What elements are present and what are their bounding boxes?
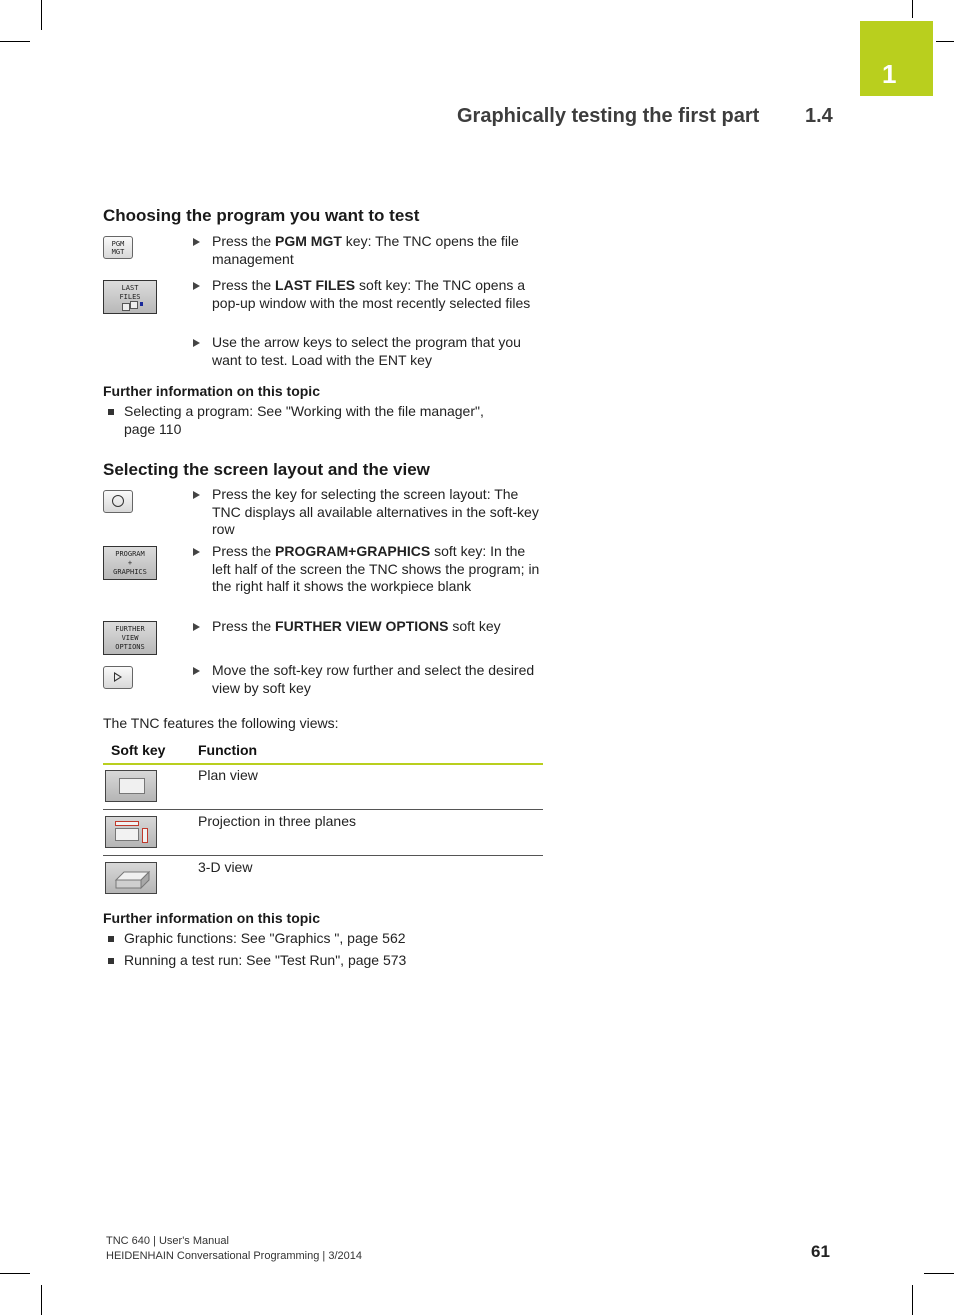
step-text: Use the arrow keys to select the program that you want to test. Load with the ENT key [212,334,521,368]
pgm-mgt-key-icon [103,236,133,259]
softkey-label: FURTHER [115,625,145,633]
table-row-divider [103,855,543,856]
crop-mark [41,1285,42,1315]
plan-view-softkey-icon [105,770,157,802]
bullet-icon [108,409,114,415]
crop-mark [0,1273,30,1274]
table-header-softkey: Soft key [111,742,166,758]
file-icon [130,301,138,309]
screen-layout-key-icon [103,490,133,513]
table-cell-function: 3-D view [198,859,253,875]
header-section-number: 1.4 [805,105,833,127]
softkey-label: FILES [119,293,141,301]
arrow-icon [193,282,200,290]
last-files-softkey-icon [103,280,157,314]
step-text: Move the soft-key row further and select the desired view by soft key [212,662,535,696]
further-info-item: Running a test run: See "Test Run", page 573 [124,952,407,968]
softkey-label: PROGRAM [115,550,145,558]
table-row-divider [103,809,543,810]
key-name: FURTHER VIEW OPTIONS [275,618,449,634]
next-softkey-row-key-icon [103,666,133,689]
softkey-label: + [127,559,133,567]
key-name: PROGRAM+GRAPHICS [275,543,431,559]
plan-rectangle-icon [119,778,145,794]
crop-mark [912,0,913,18]
bullet-icon [108,958,114,964]
arrow-icon [193,548,200,556]
section-title-choosing-program: Choosing the program you want to test [103,206,420,225]
crop-mark [924,1273,954,1274]
views-intro-text: The TNC features the following views: [103,715,339,731]
three-planes-softkey-icon [105,816,157,848]
bullet-icon [108,936,114,942]
crop-mark [0,41,30,42]
program-graphics-softkey-icon [103,546,157,580]
step-text: Press the key for selecting the screen layout: The TNC displays all available alternatives in the soft-key row [212,486,539,538]
softkey-label: GRAPHICS [113,568,147,576]
table-header-function: Function [198,742,258,758]
arrow-icon [193,491,200,499]
chapter-number: 1 [882,59,897,89]
layout-circle-icon [112,495,124,507]
softkey-label: VIEW [121,634,139,642]
crop-mark [936,41,954,42]
further-info-item: Selecting a program: See "Working with the file manager", page 110 [124,403,484,437]
3d-box-icon [106,863,156,893]
crop-mark [41,0,42,30]
header-title: Graphically testing the first part [457,105,760,127]
arrow-icon [193,623,200,631]
section-title-screen-layout: Selecting the screen layout and the view [103,460,430,479]
arrow-icon [193,238,200,246]
step-text: Press the FURTHER VIEW OPTIONS soft key [212,618,501,634]
table-header-rule [103,763,543,765]
step-text: Press the PGM MGT key: The TNC opens the file management [212,233,519,267]
chapter-tab [860,21,933,96]
further-info-title: Further information on this topic [103,383,320,399]
footer-publisher-line: HEIDENHAIN Conversational Programming | 3/2014 [106,1250,362,1262]
footer-manual-title: TNC 640 | User's Manual [106,1235,229,1247]
arrow-icon [193,339,200,347]
file-icon [122,303,130,311]
step-text: Press the PROGRAM+GRAPHICS soft key: In the left half of the screen the TNC shows the program; in the right half it shows the workpiece blank [212,543,540,595]
page-number: 61 [811,1242,830,1261]
table-cell-function: Projection in three planes [198,813,356,829]
crop-mark [912,1285,913,1315]
softkey-label: OPTIONS [115,643,145,651]
cursor-icon [140,302,143,306]
further-info-item: Graphic functions: See "Graphics ", page 562 [124,930,406,946]
arrow-icon [193,667,200,675]
key-name: PGM MGT [275,233,342,249]
table-cell-function: Plan view [198,767,258,783]
key-label: MGT [111,248,125,256]
softkey-label: LAST [121,284,139,292]
key-label: PGM [111,240,125,248]
further-info-title: Further information on this topic [103,910,320,926]
3d-view-softkey-icon [105,862,157,894]
step-text: Press the LAST FILES soft key: The TNC opens a pop-up window with the most recently selected files [212,277,531,311]
key-name: LAST FILES [275,277,356,293]
further-view-options-softkey-icon [103,621,157,655]
